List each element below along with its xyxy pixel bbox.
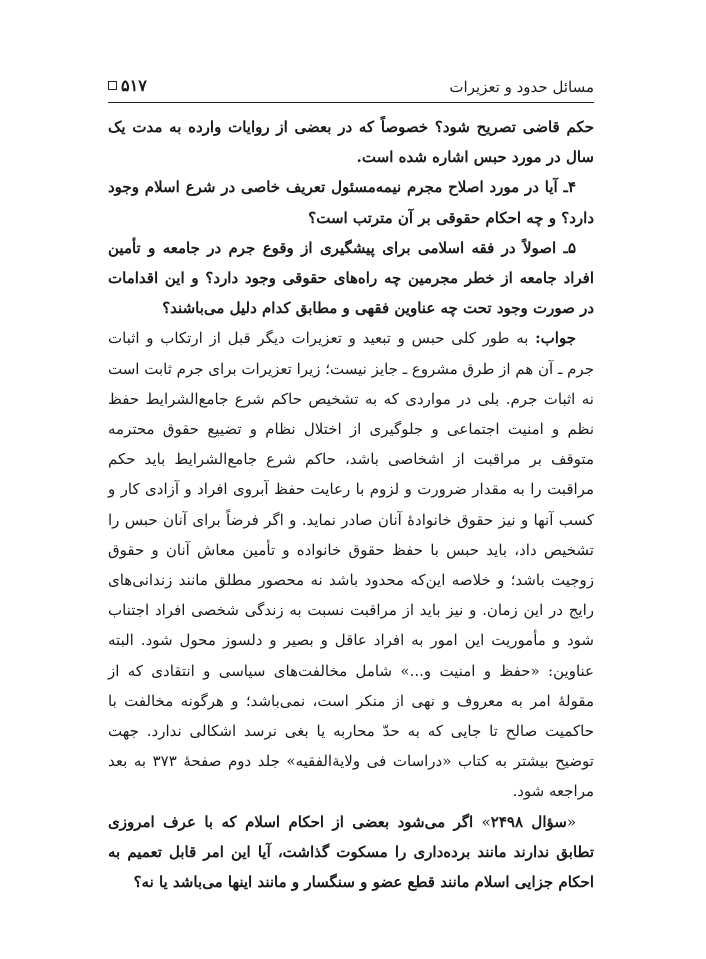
answer-label: جواب: <box>535 329 576 348</box>
page-number <box>108 76 147 95</box>
answer-paragraph <box>108 323 594 806</box>
answer-text: به طور کلی حبس و تبعید و تعزیرات دیگر قبل از ارتکاب و اثبات جرم ـ آن هم از طرق مشروع ـ جایز نیست؛ زیرا تعزیرات برای جرم ثابت است نه اثبات جرم. بلی در مواردی که به تشخیص حاکم شرع جامع‌الشرایط حفظ نظم و امنیت اجتماعی و جلوگیری از اختلال نظام و تضییع حقوق محترمه متوقف بر مراقبت از اشخاصی باشد، حاکم شرع جامع‌الشرایط باید حکم مراقبت را به مقدار ضرورت و لزوم با رعایت حفظ آبروی افراد و آزادی کار و کسب آنها و نیز حقوق خانوادهٔ آنان صادر نماید. و اگر فرضاً برای آنان حبس را تشخیص داد، باید حبس با حفظ حقوق خانواده و تأمین معاش آنان و حقوق زوجیت باشد؛ و خلاصه این‌که محدود باشد نه محصور مطلق مانند زندانی‌های رایج در این زمان. و نیز باید از مراقبت نسبت به زندگی شخصی افراد اجتناب شود و مأموریت این امور به افراد عاقل و بصیر و دلسوز محول شود. البته عناوین: «حفظ و امنیت و...» شامل مخالفت‌های سیاسی و انتقادی که از مقولهٔ امر به معروف و نهی از منکر است، نمی‌باشد؛ و هرگونه مخالفت با حاکمیت صالح تا جایی که به حدّ محاربه یا بغی نرسد اشکالی ندارد. جهت توضیح بیشتر به کتاب «دراسات فی ولایة‌الفقیه» جلد دوم صفحهٔ ۳۷۳ به بعد مراجعه شود. <box>108 329 594 801</box>
question-open-bracket: « <box>566 812 577 831</box>
square-ornament-icon <box>108 81 117 90</box>
question-2498 <box>108 807 594 898</box>
page-number-text: ۵۱۷ <box>121 76 147 95</box>
page-header <box>108 72 594 103</box>
question-item-4: ۴ـ آیا در مورد اصلاح مجرم نیمه‌مسئول تعریف خاصی در شرع اسلام وجود دارد؟ و چه احکام حقوقی بر آن مترتب است؟ <box>108 178 594 227</box>
question-text: اگر می‌شود بعضی از احکام اسلام که با عرف امروزی تطابق ندارند مانند برده‌داری را مسکوت گذاشت، آیا این امر قابل تعمیم به احکام جزایی اسلام مانند قطع عضو و سنگسار و مانند اینها می‌باشد یا نه؟ <box>108 812 594 892</box>
question-label: سؤال ۲۴۹۸ <box>490 812 567 831</box>
running-title: مسائل حدود و تعزیرات <box>449 78 594 96</box>
question-close-bracket: » <box>481 812 491 831</box>
page-body <box>108 112 594 897</box>
paragraph-continuation: حکم قاضی تصریح شود؟ خصوصاً که در بعضی از روایات وارده به مدت یک سال در مورد حبس اشاره شده است. <box>108 118 594 167</box>
question-item-5: ۵ـ اصولاً در فقه اسلامی برای پیشگیری از وقوع جرم در جامعه و تأمین افراد جامعه از خطر مجرمین چه راه‌های حقوقی وجود دارد؟ و این اقدامات در صورت وجود تحت چه عناوین فقهی و مطابق کدام دلیل می‌باشند؟ <box>108 238 594 318</box>
